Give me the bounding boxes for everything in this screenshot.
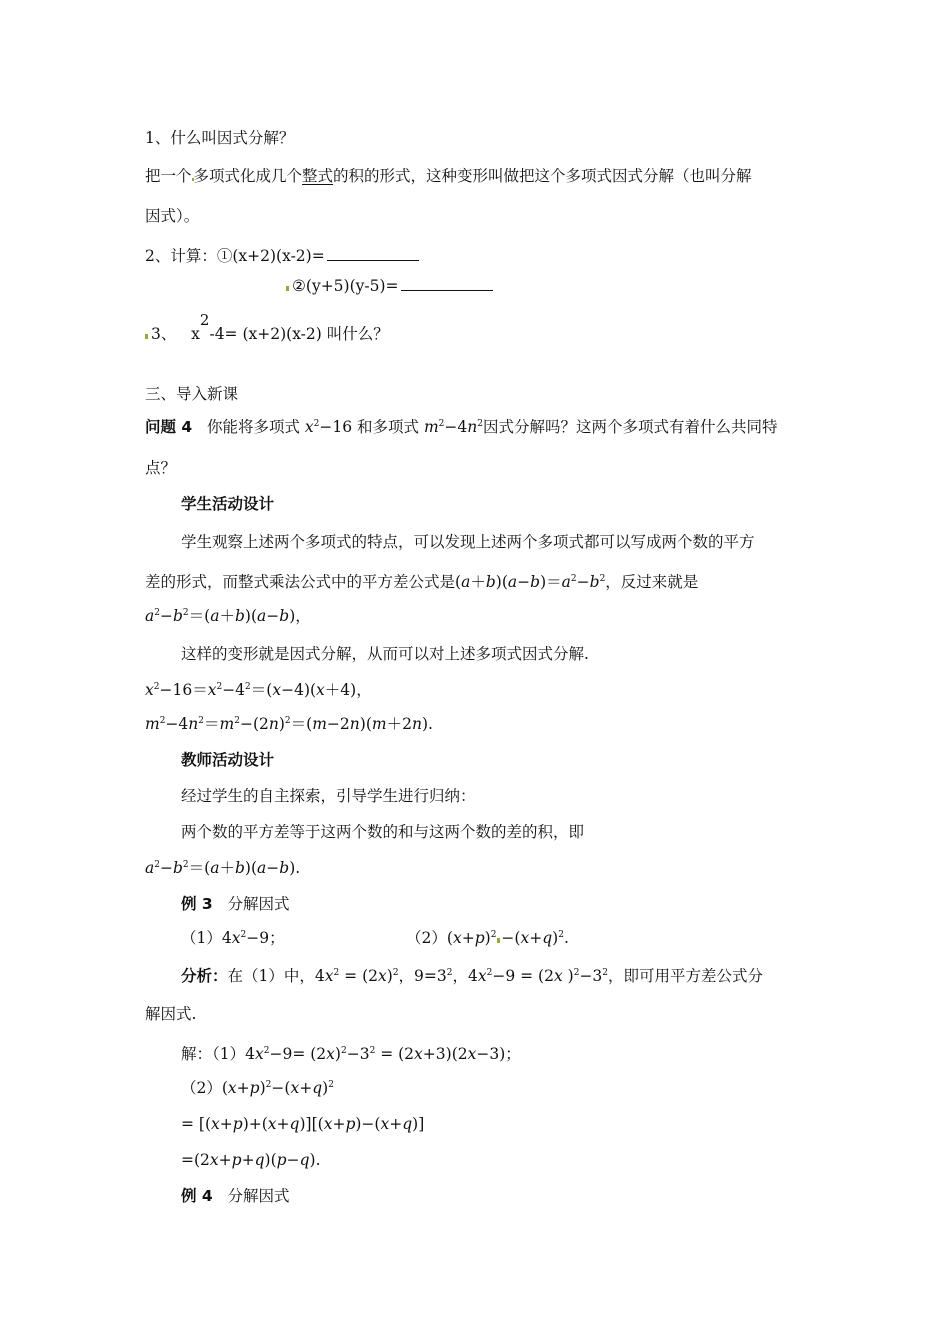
problem-4: 问题 4 你能将多项式 $x^2-16$ 和多项式 $m^2-4n^2$因式分解吗？这两个多项式有着什么共同特 [145, 418, 778, 436]
definition-continued: 因式）。 [145, 207, 200, 225]
student-paragraph-1: 学生观察上述两个多项式的特点，可以发现上述两个多项式都可以写成两个数的平方 [181, 533, 755, 551]
section-3-title: 三、导入新课 [145, 385, 239, 403]
formula-difference-of-squares: $a^2-b^2=(a+b)(a-b)$， [145, 607, 311, 625]
factorization-definition: 把一个 多项式化成几个整式的积的形式，这种变形叫做把这个多项式因式分解（也叫分解 [145, 167, 752, 185]
example-3-part-2: $(2)(x+p)^2 -(x+q)^2$. [406, 929, 569, 947]
marker-dot [497, 938, 500, 943]
analysis: 分析：在（1）中，$4x^2 = (2x)^2$，$9=3^2$，$4x^2-9 = (2x$ )$^2-3^2$，即可用平方差公式分 [181, 967, 764, 985]
analysis-continued: 解因式. [145, 1005, 197, 1023]
teacher-activity-heading: 教师活动设计 [181, 751, 275, 769]
example-3-part-1: $(1)4x^2-9$； [181, 929, 285, 947]
marker-dot [145, 334, 148, 339]
solution-part-2: $(2)(x+p)^2-(x+q)^2$ [181, 1079, 334, 1097]
marker-dot [286, 286, 289, 291]
student-activity-heading: 学生活动设计 [181, 495, 275, 513]
equation-m: $m^2-4n^2=m^2-(2n)^2=(m-2n)(m+2n)$. [145, 715, 433, 733]
student-paragraph-3: 这样的变形就是因式分解，从而可以对上述多项式因式分解. [181, 645, 589, 663]
formula-summary: $a^2-b^2=(a+b)(a-b)$. [145, 859, 301, 877]
equation-x: $x^2-16=x^2-4^2=(x-4)(x+4)$， [145, 681, 372, 699]
example-4-heading: 例 4 分解因式 [181, 1187, 290, 1205]
answer-blank [401, 276, 493, 291]
question-1: 1、什么叫因式分解？ [145, 129, 295, 147]
solution-part-1: 解：$(1)4x^2-9= (2x)^2-3^2 = (2x+3)(2x-3)$； [181, 1045, 521, 1063]
example-3-heading: 例 3 分解因式 [181, 895, 290, 913]
question-2-line-1: 2、计算：①(x+2)(x-2)= [145, 246, 419, 266]
teacher-paragraph-2: 两个数的平方差等于这两个数的和与这两个数的差的积，即 [181, 823, 585, 841]
student-paragraph-2: 差的形式，而整式乘法公式中的平方差公式是$(a+b)(a-b)=a^2-b^2$，反过来就是 [145, 573, 699, 591]
question-3: 3、 x2-4= (x+2)(x-2) 叫什么？ [142, 324, 389, 344]
problem-4-continued: 点？ [145, 459, 177, 477]
solution-step-2: =(2x+p+q)(p−q). [181, 1151, 321, 1169]
solution-step-1: = [(x+p)+(x+q)][(x+p)−(x+q)] [181, 1115, 425, 1133]
question-2-line-2: ②(y+5)(y-5)= [283, 276, 493, 296]
answer-blank [327, 246, 419, 261]
teacher-paragraph-1: 经过学生的自主探索，引导学生进行归纳： [181, 787, 476, 805]
